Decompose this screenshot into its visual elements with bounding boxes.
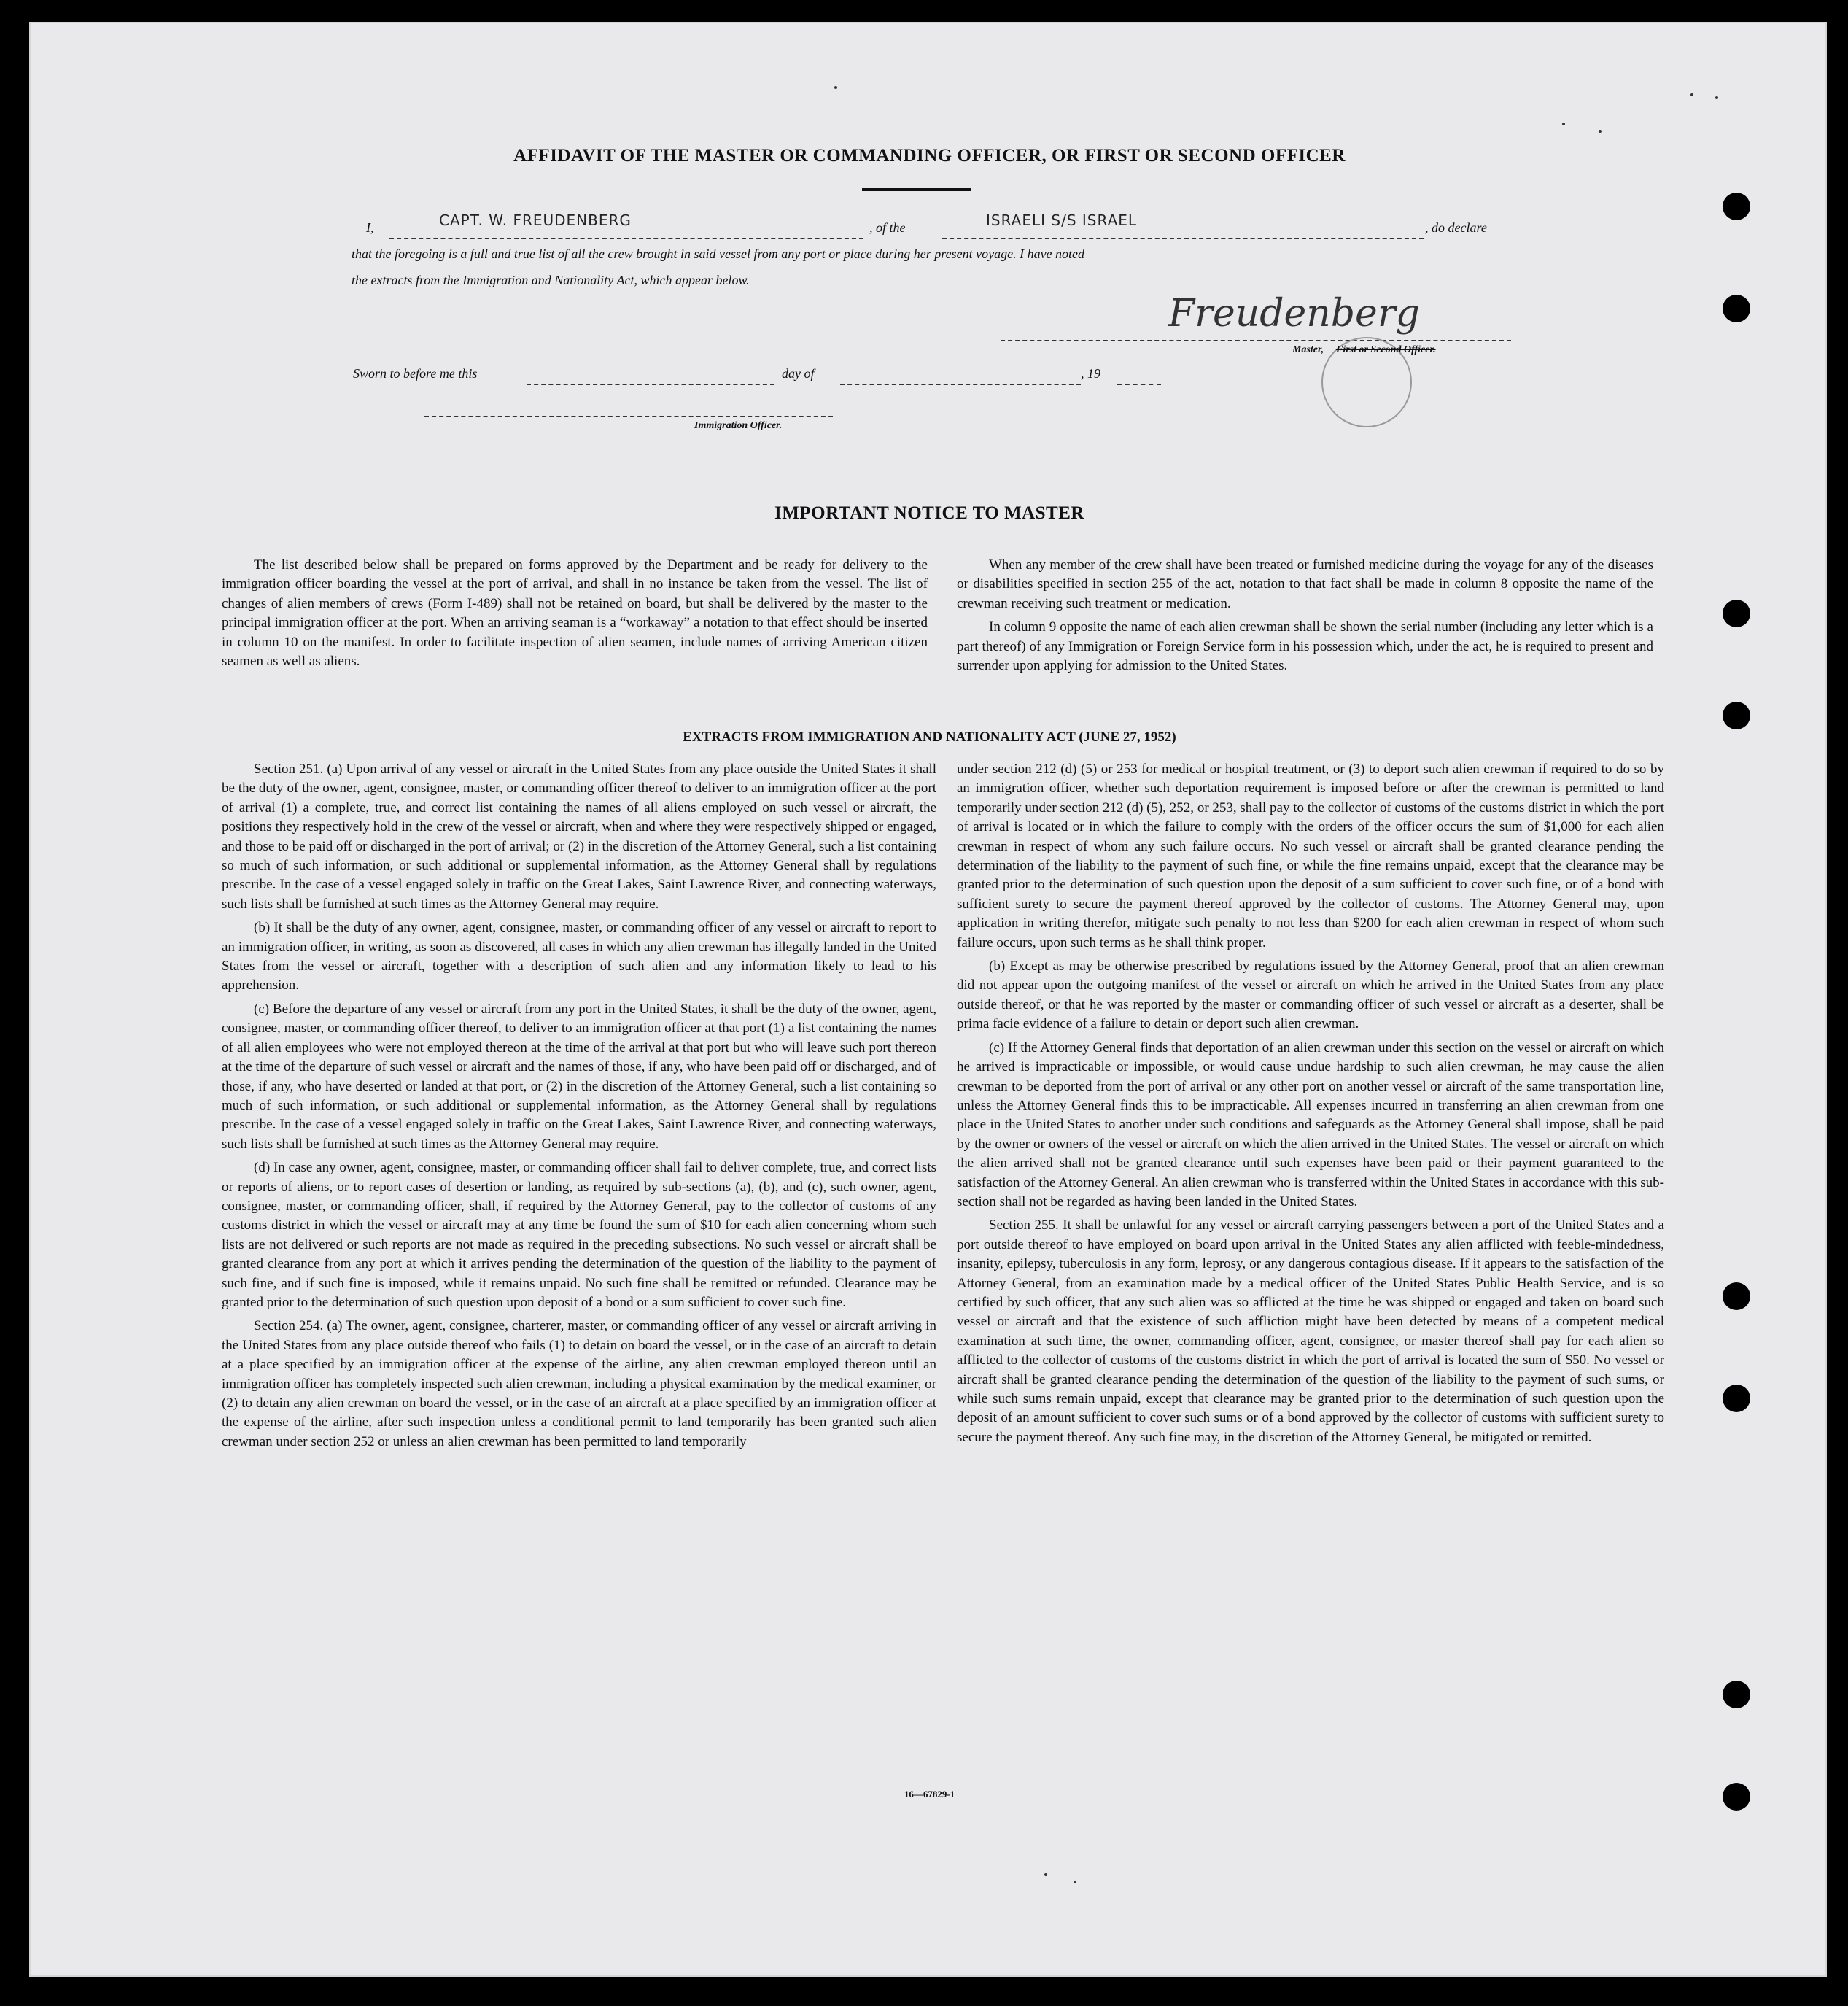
- section-254-b: (b) Except as may be otherwise prescribed by regulations issued by the Attorney General, proof that an alien crewman did not appear upon the outgoing manifest of the vessel or aircraft on which he arrived in the United States from any place outside thereof, or that he was reported by the master or commanding officer of such vessel or aircraft as a deserter, shall be prima facie evidence of a failure to detain or deport such alien crewman.: [957, 959, 1664, 1032]
- punch-hole: [1723, 600, 1750, 627]
- scan-speck: [1715, 96, 1718, 99]
- punch-hole: [1723, 1783, 1750, 1811]
- section-254-a-continued: under section 212 (d) (5) or 253 for medical or hospital treatment, or (3) to deport such alien crewman if required to do so by an immigration officer, whether such deportation requirement is imposed before or after the crewman is permitted to land temporarily under section 212 (d) (5), 252, or 253, shall pay to the collector of customs of the customs district in which the port of arrival is located or in which the failure to comply with the orders of the officer occurs the sum of $1,000 for each alien crewman in respect of whom any such failure occurs. No such vessel or aircraft shall be granted clearance pending the determination of the liability to the payment of such fine, or while the fine remains unpaid, except that the clearance may be granted prior to the determination of such question upon the deposit of a sum sufficient to cover such fine, or of a bond with sufficient surety to secure the payment thereof approved by the collector of customs. The Attorney General may, upon application in writing therefor, mitigate such penalty to not less than $200 for each alien crewman in respect of whom such failure occurs, upon such terms as he shall think proper.: [957, 762, 1664, 950]
- notice-title: IMPORTANT NOTICE TO MASTER: [774, 503, 1084, 523]
- section-254-c: (c) If the Attorney General finds that deportation of an alien crewman under this section on the vessel or aircraft on which he arrived is impracticable or impossible, or would cause undue hardship to such alien crewman, he may cause the alien crewman to be deported from the port of arrival or any other port on another vessel or aircraft of the same transportation line, unless the Attorney General finds this to be impracticable. All expenses incurred in transferring an alien crewman from one place in the United States to another under such conditions and safeguards as the Attorney General shall impose, shall be paid by the owner or owners of the vessel or aircraft on which the alien arrived in the United States. The vessel or aircraft on which the alien arrived shall not be granted clearance until such expenses have been paid or their payment guaranteed to the satisfaction of the Attorney General. An alien crewman who is transferred within the United States in accordance with this sub-section shall not be regarded as having been landed in the United States.: [957, 1039, 1664, 1209]
- section-251-b: (b) It shall be the duty of any owner, agent, consignee, master, or commanding officer of any vessel or aircraft to report to an immigration officer, in writing, as soon as discovered, all cases in which any alien crewman has illegally landed in the United States from the vessel or aircraft, together with a description of such alien and any information likely to lead to his apprehension.: [222, 920, 936, 994]
- punch-hole: [1723, 702, 1750, 729]
- vessel-name-handwritten: ISRAELI S/S ISRAEL: [986, 212, 1138, 229]
- master-label: Master,: [1292, 344, 1324, 355]
- notice-left-paragraph: The list described below shall be prepared on forms approved by the Department and be ready for delivery to the immigration officer boarding the vessel at the port of arrival, and shall in no instance be taken from the vessel. The list of changes of alien members of crews (Form I-489) shall not be retained on board, but shall be delivered by the master to the principal immigration officer at the port. When an arriving seaman is a “workaway” a notation to that effect should be inserted in column 10 on the manifest. In order to facilitate inspection of alien seamen, include names of arriving American citizen seamen as well as aliens.: [222, 557, 928, 670]
- section-254-a: Section 254. (a) The owner, agent, consignee, charterer, master, or commanding officer of any vessel or aircraft arriving in the United States from any place outside thereof who fails (1) to detain on board the vessel, or in the case of an aircraft to detain at a place specified by an immigration officer at the expense of the airline, any alien crewman employed thereon until an immigration officer has completely inspected such alien crewman, including a physical examination by the medical examiner, or (2) to detain any alien crewman on board the vessel, or in the case of an aircraft at a place specified by an immigration officer at the expense of the airline, after such inspection unless a conditional permit to land temporarily has been granted such alien crewman under section 252 or unless an alien crewman has been permitted to land temporarily: [222, 1318, 936, 1449]
- notice-right-paragraph-1: When any member of the crew shall have been treated or furnished medicine during the voyage for any of the diseases or disabilities specified in section 255 of the act, notation to that fact shall be made in column 8 opposite the name of the crewman receiving such treatment or medication.: [957, 557, 1653, 611]
- of-the-label: , of the: [869, 220, 906, 235]
- punch-hole: [1723, 295, 1750, 322]
- scan-speck: [1562, 123, 1565, 125]
- year-label: , 19: [1081, 366, 1100, 381]
- section-251-d: (d) In case any owner, agent, consignee, master, or commanding officer shall fail to deliver complete, true, and correct lists or reports of aliens, or to report cases of desertion or landing, as required by sub-sections (a), (b), and (c), such owner, agent, consignee, master, or commanding officer, shall, if required by the Attorney General, pay to the collector of customs of any customs district in which the vessel or aircraft may at any time be found the sum of $10 for each alien concerning whom such lists are not delivered or such reports are not made as required in the preceding subsections. No such vessel or aircraft shall be granted clearance from any port at which it arrives pending the determination of the question of the liability to the payment of such fine, and if such fine is imposed, while it remains unpaid. No such fine shall be remitted or refunded. Clearance may be granted prior to the determination of such question upon deposit of a bond or a sum sufficient to cover such fine.: [222, 1160, 936, 1310]
- declaration-i-label: I,: [366, 220, 374, 235]
- affidavit-title: AFFIDAVIT OF THE MASTER OR COMMANDING OFFICER, OR FIRST OR SECOND OFFICER: [513, 146, 1346, 166]
- form-number: 16—67829-1: [904, 1789, 955, 1800]
- scan-speck: [1074, 1881, 1076, 1883]
- section-251-a: Section 251. (a) Upon arrival of any vessel or aircraft in the United States from any place outside the United States it shall be the duty of the owner, agent, consignee, master, or commanding officer thereof to deliver to an immigration officer at the port of arrival (1) a complete, true, and correct list containing the names of all aliens employed on such vessel or aircraft, the positions they respectively hold in the crew of the vessel or aircraft, when and where they were respectively shipped or engaged, and those to be paid off or discharged in the port of arrival; or (2) in the discretion of the Attorney General, such a list containing so much of such information, or such additional or supplemental information, as the Attorney General shall by regulations prescribe. In the case of a vessel engaged solely in traffic on the Great Lakes, Saint Lawrence River, and connecting waterways, such lists shall be furnished at such times as the Attorney General may require.: [222, 762, 936, 912]
- do-declare-label: , do declare: [1425, 220, 1487, 235]
- document-page: [29, 22, 1827, 1977]
- captain-name-handwritten: CAPT. W. FREUDENBERG: [439, 212, 632, 229]
- declaration-line-2: that the foregoing is a full and true list of all the crew brought in said vessel from any port or place during her present voyage. I have noted: [352, 247, 1085, 261]
- sworn-day-blank: [527, 369, 774, 385]
- master-signature: Freudenberg: [1168, 292, 1420, 336]
- punch-hole: [1723, 193, 1750, 220]
- notice-right-paragraph-2: In column 9 opposite the name of each alien crewman shall be shown the serial number (including any letter which is a part thereof) of any Immigration or Foreign Service form in his possession which, under the act, he is required to present and surrender upon applying for admission to the United States.: [957, 619, 1653, 674]
- scan-speck: [1044, 1873, 1047, 1876]
- extracts-title: EXTRACTS FROM IMMIGRATION AND NATIONALITY ACT (JUNE 27, 1952): [683, 729, 1176, 745]
- immigration-officer-label: Immigration Officer.: [694, 420, 783, 431]
- punch-hole: [1723, 1681, 1750, 1708]
- immigration-officer-line: [424, 410, 833, 417]
- notice-left-column: [222, 556, 928, 675]
- section-255: Section 255. It shall be unlawful for any vessel or aircraft carrying passengers between a port of the United States and a port outside thereof to have employed on board upon arrival in the United States any alien afflicted with feeble-mindedness, insanity, epilepsy, tuberculosis in any form, leprosy, or any dangerous contagious disease. If it appears to the satisfaction of the Attorney General, from an examination made by a medical officer of the United States Public Health Service, and is so certified by such officer, that any such alien was so afflicted at the time he was shipped or engaged and taken on board such vessel or aircraft and that the existence of such affliction might have been detected by means of a competent medical examination at such time, the owner, commanding officer, agent, consignee, or master thereof shall pay for each alien so afflicted to the collector of customs of the customs district in which the port of arrival is located the sum of $50. No vessel or aircraft shall be granted clearance pending the determination of the question of the liability to the payment of such sums, or while such sums remain unpaid, except that clearance may be granted prior to the determination of such question upon the deposit of an amount sufficient to cover such sums or of a bond approved by the collector of customs with sufficient surety to secure the payment thereof. Any such fine may, in the discretion of the Attorney General, be mitigated or remitted.: [957, 1217, 1664, 1445]
- punch-hole: [1723, 1385, 1750, 1412]
- notice-right-column: [957, 556, 1653, 680]
- sworn-year-blank: [1117, 369, 1161, 385]
- sworn-month-blank: [840, 369, 1081, 385]
- section-251-c: (c) Before the departure of any vessel or aircraft from any port in the United States, it shall be the duty of the owner, agent, consignee, master, or commanding officer thereof, to deliver to an immigration officer at that port (1) a list containing the names of all alien employees who were not employed thereon at the time of the arrival at that port but who will leave such port thereon at the time of the departure of such vessel or aircraft and the names of those, if any, who have been paid off or discharged, and of those, if any, who have deserted or landed at that port, or (2) in the discretion of the Attorney General, such a list containing so much of such information, or such additional or supplemental information, as the Attorney General shall by regulations prescribe. In the case of a vessel engaged solely in traffic on the Great Lakes, Saint Lawrence River, and connecting waterways, such lists shall be furnished at such times as the Attorney General may require.: [222, 1001, 936, 1152]
- punch-hole: [1723, 1282, 1750, 1310]
- sworn-label: Sworn to before me this: [353, 366, 478, 381]
- scan-speck: [834, 86, 837, 89]
- extracts-left-column: [222, 760, 936, 1456]
- declaration-line-3: the extracts from the Immigration and Nationality Act, which appear below.: [352, 273, 750, 287]
- day-of-label: day of: [782, 366, 815, 381]
- scan-speck: [1599, 130, 1602, 133]
- title-underline: [862, 188, 971, 191]
- extracts-right-column: [957, 760, 1664, 1452]
- scan-speck: [1690, 93, 1693, 96]
- struck-officer-label: First or Second Officer.: [1336, 344, 1436, 355]
